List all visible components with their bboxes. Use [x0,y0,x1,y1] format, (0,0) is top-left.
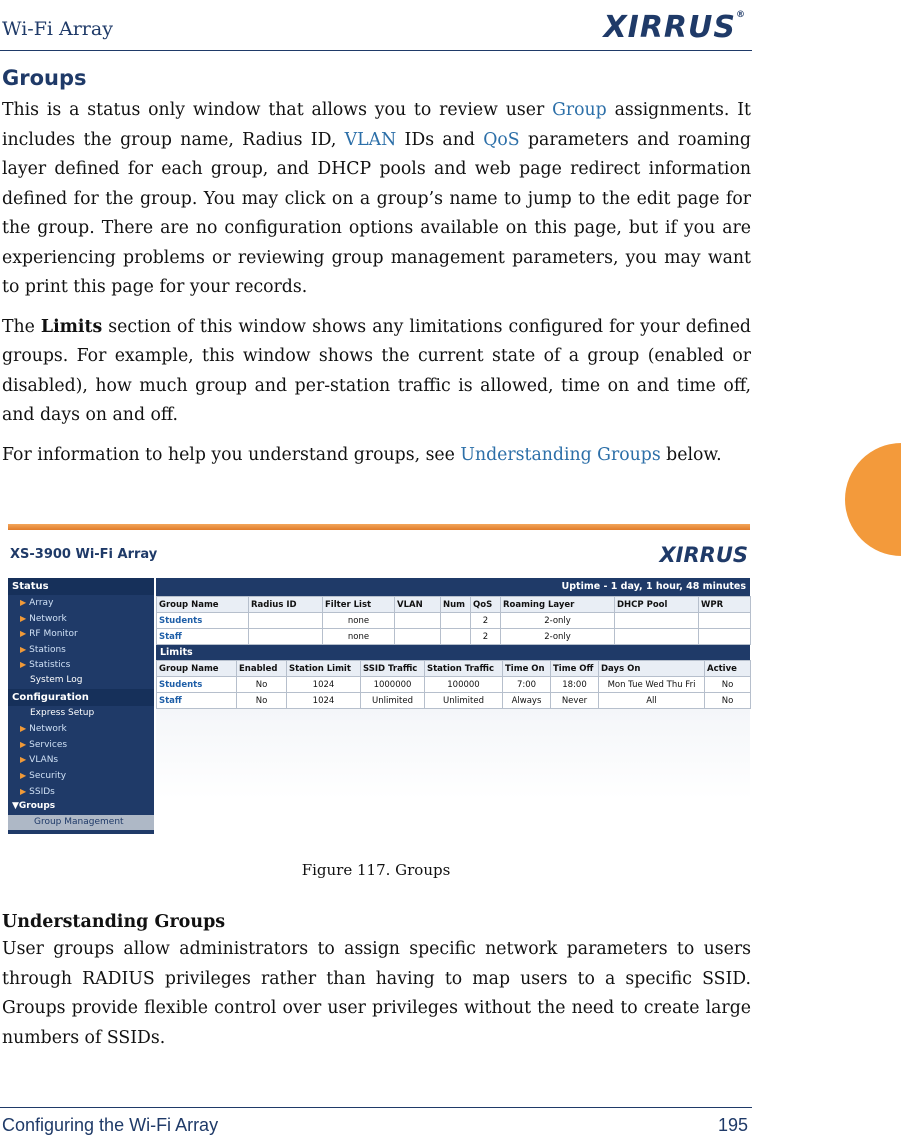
sidebar-item-ssids[interactable] [8,784,154,800]
table-cell: Mon Tue Wed Thu Fri [599,677,705,693]
table-cell [699,613,751,629]
figure-empty-area [156,709,750,799]
sidebar-item-label: Security [29,770,67,781]
chevron-right-icon: ▶ [20,770,27,780]
sidebar-item-group-management[interactable]: Group Management [8,815,154,830]
table-cell: none [323,629,395,645]
figure-logo: XIRRUS [659,543,748,567]
column-header: Time Off [551,661,599,677]
sidebar-item-label: Array [29,598,54,608]
sidebar-item-label: Network [29,613,67,624]
figure-caption: Figure 117. Groups [301,861,451,879]
paragraph-see-also [2,441,751,471]
sidebar-item-label: RF Monitor [29,629,78,640]
sidebar-item-services[interactable] [8,737,154,753]
table-cell: 18:00 [551,677,599,693]
limits-table-header [157,661,751,677]
sidebar-item-system-log[interactable]: System Log [30,674,83,685]
table-cell: 2-only [501,629,615,645]
chevron-right-icon: ▶ [20,755,27,765]
table-row [157,613,751,629]
table-cell: Never [551,693,599,709]
sidebar-item-network[interactable] [8,721,154,737]
table-cell: 2 [471,629,501,645]
sidebar-item-label: Statistics [29,660,71,671]
figure-groups-screenshot [8,524,750,836]
table-cell: 2-only [501,613,615,629]
column-header: Time On [503,661,551,677]
groups-table [156,596,751,645]
chevron-right-icon: ▶ [20,644,27,654]
column-header: Roaming Layer [501,597,615,613]
footer-chapter-title: Configuring the Wi-Fi Array [2,1115,219,1135]
column-header: Radius ID [249,597,323,613]
logo-registered-mark: ® [736,10,746,20]
paragraph-limits [2,313,751,431]
chevron-right-icon: ▶ [20,598,27,607]
group-name-link[interactable]: Staff [157,693,237,709]
chevron-right-icon: ▶ [20,613,27,623]
link-understanding-groups[interactable]: Understanding Groups [460,444,661,465]
column-header: Station Traffic [425,661,503,677]
table-cell: 2 [471,613,501,629]
column-header: Station Limit [287,661,361,677]
sidebar-item-express-setup[interactable]: Express Setup [30,707,95,718]
limits-table-body [157,677,751,709]
column-header: Enabled [237,661,287,677]
table-cell [615,613,699,629]
logo-text: XIRRUS [603,10,736,45]
table-cell: none [323,613,395,629]
sidebar-item-vlans[interactable] [8,752,154,768]
column-header: Group Name [157,661,237,677]
section-heading: Groups [2,66,87,90]
subsection-heading: Understanding Groups [2,912,226,932]
table-cell: No [705,677,751,693]
table-cell [699,629,751,645]
limits-table [156,660,751,709]
figure-main-panel [156,578,750,799]
column-header: Group Name [157,597,249,613]
sidebar-item-network[interactable] [8,611,154,627]
table-cell [615,629,699,645]
section-understanding-groups [2,912,751,1063]
text-run: section of this window shows any limitations configured for your defined groups. For example, this window shows the current state of a group (enabled or disabled), how much group and per-station traffic is allowed, time on and time off, and days on and off. [2,316,751,425]
text-run: The [2,316,41,337]
link-qos[interactable]: QoS [483,129,520,150]
sidebar-configuration-heading[interactable]: Configuration [8,689,154,706]
sidebar-item-label: Services [29,739,68,750]
chapter-tab-marker [845,443,901,556]
chevron-right-icon: ▶ [20,739,27,749]
table-cell: 100000 [425,677,503,693]
column-header: Days On [599,661,705,677]
chevron-right-icon: ▶ [20,786,27,796]
sidebar-item-statistics[interactable] [8,657,154,673]
paragraph-understanding: User groups allow administrators to assign specific network parameters to users through RADIUS privileges rather than having to map users to a specific SSID. Groups provide flexible control over user privileges without the need to create large numbers of SSIDs. [2,939,751,1048]
sidebar-item-label: Stations [29,644,66,655]
figure-header [8,530,750,578]
sidebar-item-stations[interactable] [8,642,154,658]
limits-heading: Limits [156,645,750,660]
section-groups [2,66,751,480]
group-name-link[interactable]: Staff [157,629,249,645]
table-cell: 1024 [287,677,361,693]
sidebar-item-label: VLANs [29,755,59,766]
link-group[interactable]: Group [552,100,607,120]
sidebar-item-rf-monitor[interactable] [8,626,154,642]
sidebar-item-label: Groups [18,801,56,812]
table-cell [249,629,323,645]
column-header: Num [441,597,471,613]
page-footer [0,1107,752,1137]
table-cell: No [705,693,751,709]
paragraph-intro [2,96,751,303]
page-header [0,0,752,51]
sidebar-item-label: Network [29,724,67,735]
table-cell: All [599,693,705,709]
figure-title: XS-3900 Wi-Fi Array [10,547,158,562]
table-cell: Unlimited [361,693,425,709]
table-cell: No [237,693,287,709]
text-run: This is a status only window that allows you to review user [2,100,553,120]
chevron-down-icon: ▼ [12,801,19,812]
column-header: VLAN [395,597,441,613]
text-run: IDs and [396,129,484,150]
sidebar-item-array[interactable] [8,595,154,611]
table-cell [441,629,471,645]
table-cell [249,613,323,629]
table-row [157,629,751,645]
text-run: below. [660,444,722,465]
column-header: SSID Traffic [361,661,425,677]
groups-table-header [157,597,751,613]
table-cell: Unlimited [425,693,503,709]
group-name-link[interactable]: Students [157,613,249,629]
sidebar-item-label: SSIDs [29,786,55,797]
xirrus-logo [604,10,746,45]
header-title: Wi-Fi Array [2,18,113,40]
text-run: parameters and roaming layer defined for each group, and DHCP pools and web page redirect information defined for the group. You may click on a group’s name to jump to the edit page for the group. There are no configuration options available on this page, but if you are experiencing problems or reviewing group management parameters, you may want to print this page for your records. [2,129,751,297]
link-vlan[interactable]: VLAN [344,129,397,150]
table-cell: Always [503,693,551,709]
column-header: WPR [699,597,751,613]
table-cell [395,629,441,645]
table-row [157,677,751,693]
table-cell: 7:00 [503,677,551,693]
text-run: For information to help you understand groups, see [2,444,461,465]
table-cell: 1024 [287,693,361,709]
term-limits: Limits [40,316,103,337]
figure-sidebar [8,578,154,834]
table-cell [395,613,441,629]
groups-table-body [157,613,751,645]
table-cell: No [237,677,287,693]
table-row [157,693,751,709]
table-cell: 1000000 [361,677,425,693]
uptime-bar: Uptime - 1 day, 1 hour, 48 minutes [156,578,750,596]
column-header: QoS [471,597,501,613]
column-header: DHCP Pool [615,597,699,613]
sidebar-item-security[interactable] [8,768,154,784]
chevron-right-icon: ▶ [20,660,27,670]
sidebar-status-heading[interactable]: Status [8,578,154,595]
column-header: Active [705,661,751,677]
table-cell [441,613,471,629]
sidebar-status-list [8,595,154,673]
chevron-right-icon: ▶ [20,629,27,639]
chevron-right-icon: ▶ [20,724,27,734]
sidebar-item-groups[interactable] [8,799,154,815]
text-run: assignments. It includes the group name, Radius ID, [2,100,751,150]
page-number: 195 [717,1115,748,1135]
column-header: Filter List [323,597,395,613]
group-name-link[interactable]: Students [157,677,237,693]
sidebar-config-list [8,721,154,799]
